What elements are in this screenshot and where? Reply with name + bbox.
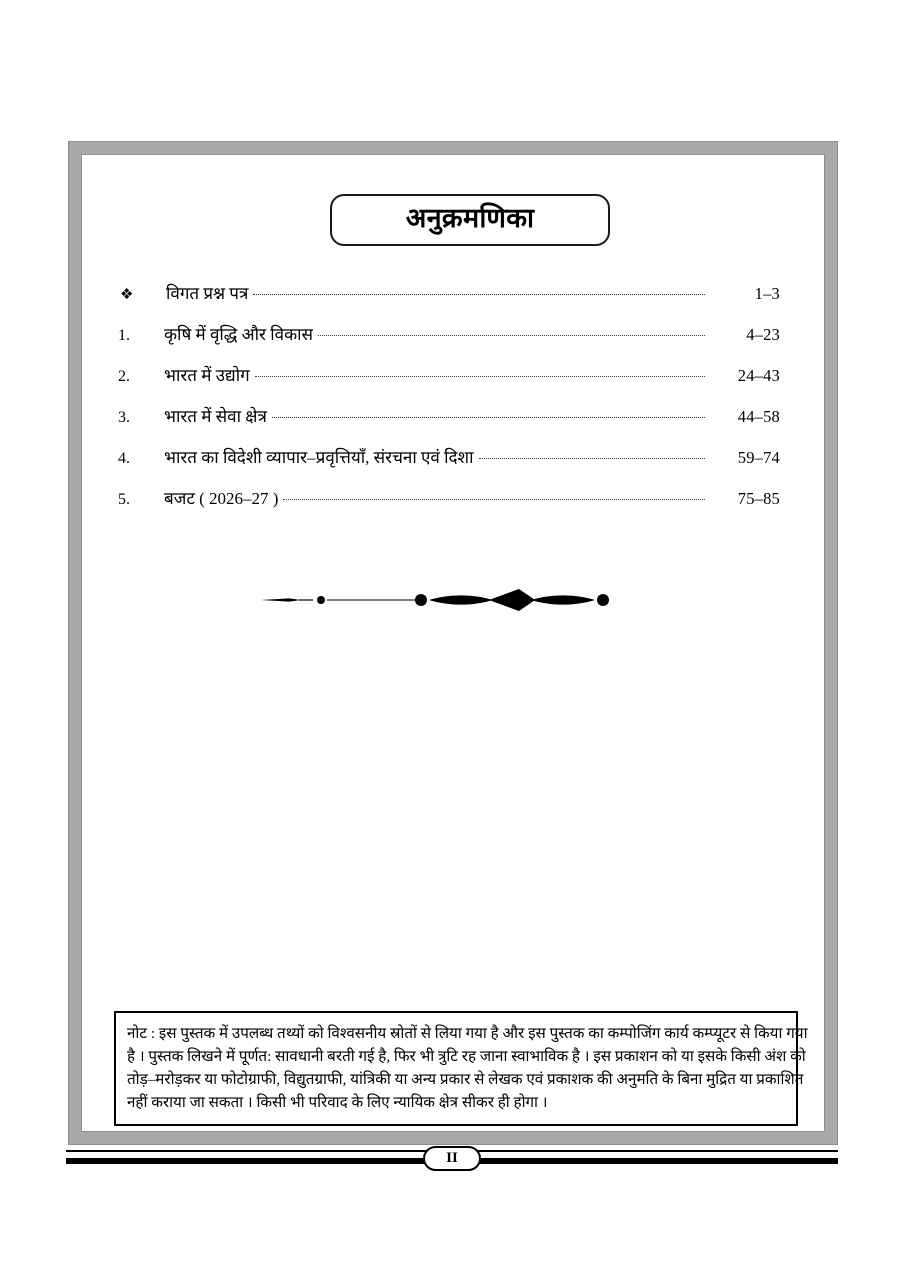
page-number-badge	[423, 1146, 481, 1171]
diamond-bullet-icon: ❖	[120, 287, 134, 303]
toc-entry[interactable]	[118, 445, 780, 486]
note-line: नहीं कराया जा सकता । किसी भी परिवाद के लिए न्यायिक क्षेत्र सीकर ही होगा ।	[127, 1094, 548, 1111]
page-title: अनुक्रमणिका	[405, 203, 535, 233]
toc-entry-title: भारत का विदेशी व्यापार–प्रवृत्तियाँ, संरचना एवं दिशा	[164, 448, 474, 467]
toc-entry-number: 1.	[118, 327, 130, 344]
toc-entry-pages: 1–3	[754, 284, 780, 303]
copyright-note-box	[114, 1011, 808, 1126]
note-line: तोड़–मरोड़कर या फोटोग्राफी, विद्युतग्राफी, यांत्रिकी या अन्य प्रकार से लेखक एवं प्रकाशक की अनुमति के बिना मुद्रित या प्रकाशित	[127, 1071, 804, 1088]
toc-entry-pages: 59–74	[737, 448, 780, 467]
page-number: II	[446, 1150, 458, 1166]
toc-entry[interactable]	[118, 322, 780, 363]
decorative-divider-icon	[243, 583, 663, 617]
toc-entry-pages: 75–85	[737, 489, 780, 508]
toc-entry-number: 2.	[118, 368, 130, 385]
toc-entry[interactable]	[118, 486, 780, 527]
note-line: है । पुस्तक लिखने में पूर्णत: सावधानी बरती गई है, फिर भी त्रुटि रह जाना स्वाभाविक है । इस प्रकाशन को या इसके किसी अंश को	[127, 1048, 806, 1065]
page-footer	[66, 1150, 838, 1188]
toc-leader-dots	[272, 417, 705, 418]
toc-entry-pages: 24–43	[737, 366, 780, 385]
toc-entry-number: 4.	[118, 450, 130, 467]
page-decorative-frame	[68, 141, 838, 1145]
toc-leader-dots	[283, 499, 705, 500]
note-line: नोट : इस पुस्तक में उपलब्ध तथ्यों को विश्वसनीय स्रोतों से लिया गया है और इस पुस्तक का कम्पोजिंग कार्य कम्प्यूटर से किया गया	[127, 1025, 808, 1042]
toc-entry-number: 5.	[118, 491, 130, 508]
page-title-box	[330, 194, 610, 246]
toc-entry-number: 3.	[118, 409, 130, 426]
toc-entry-title: विगत प्रश्न पत्र	[166, 284, 249, 303]
toc-entry-pages: 44–58	[737, 407, 780, 426]
toc-leader-dots	[318, 335, 705, 336]
toc-leader-dots	[479, 458, 705, 459]
toc-leader-dots	[253, 294, 705, 295]
toc-entry-title: बजट ( 2026–27 )	[164, 489, 279, 508]
toc-entry-pages: 4–23	[746, 325, 780, 344]
toc-entry[interactable]	[118, 281, 780, 322]
toc-entry-title: कृषि में वृद्धि और विकास	[164, 325, 314, 344]
toc-leader-dots	[255, 376, 705, 377]
toc-entry-title: भारत में उद्योग	[164, 366, 250, 385]
toc-entry-title: भारत में सेवा क्षेत्र	[164, 407, 267, 426]
page-content-area	[81, 154, 825, 1132]
table-of-contents	[118, 281, 780, 527]
toc-entry[interactable]	[118, 363, 780, 404]
toc-entry[interactable]	[118, 404, 780, 445]
